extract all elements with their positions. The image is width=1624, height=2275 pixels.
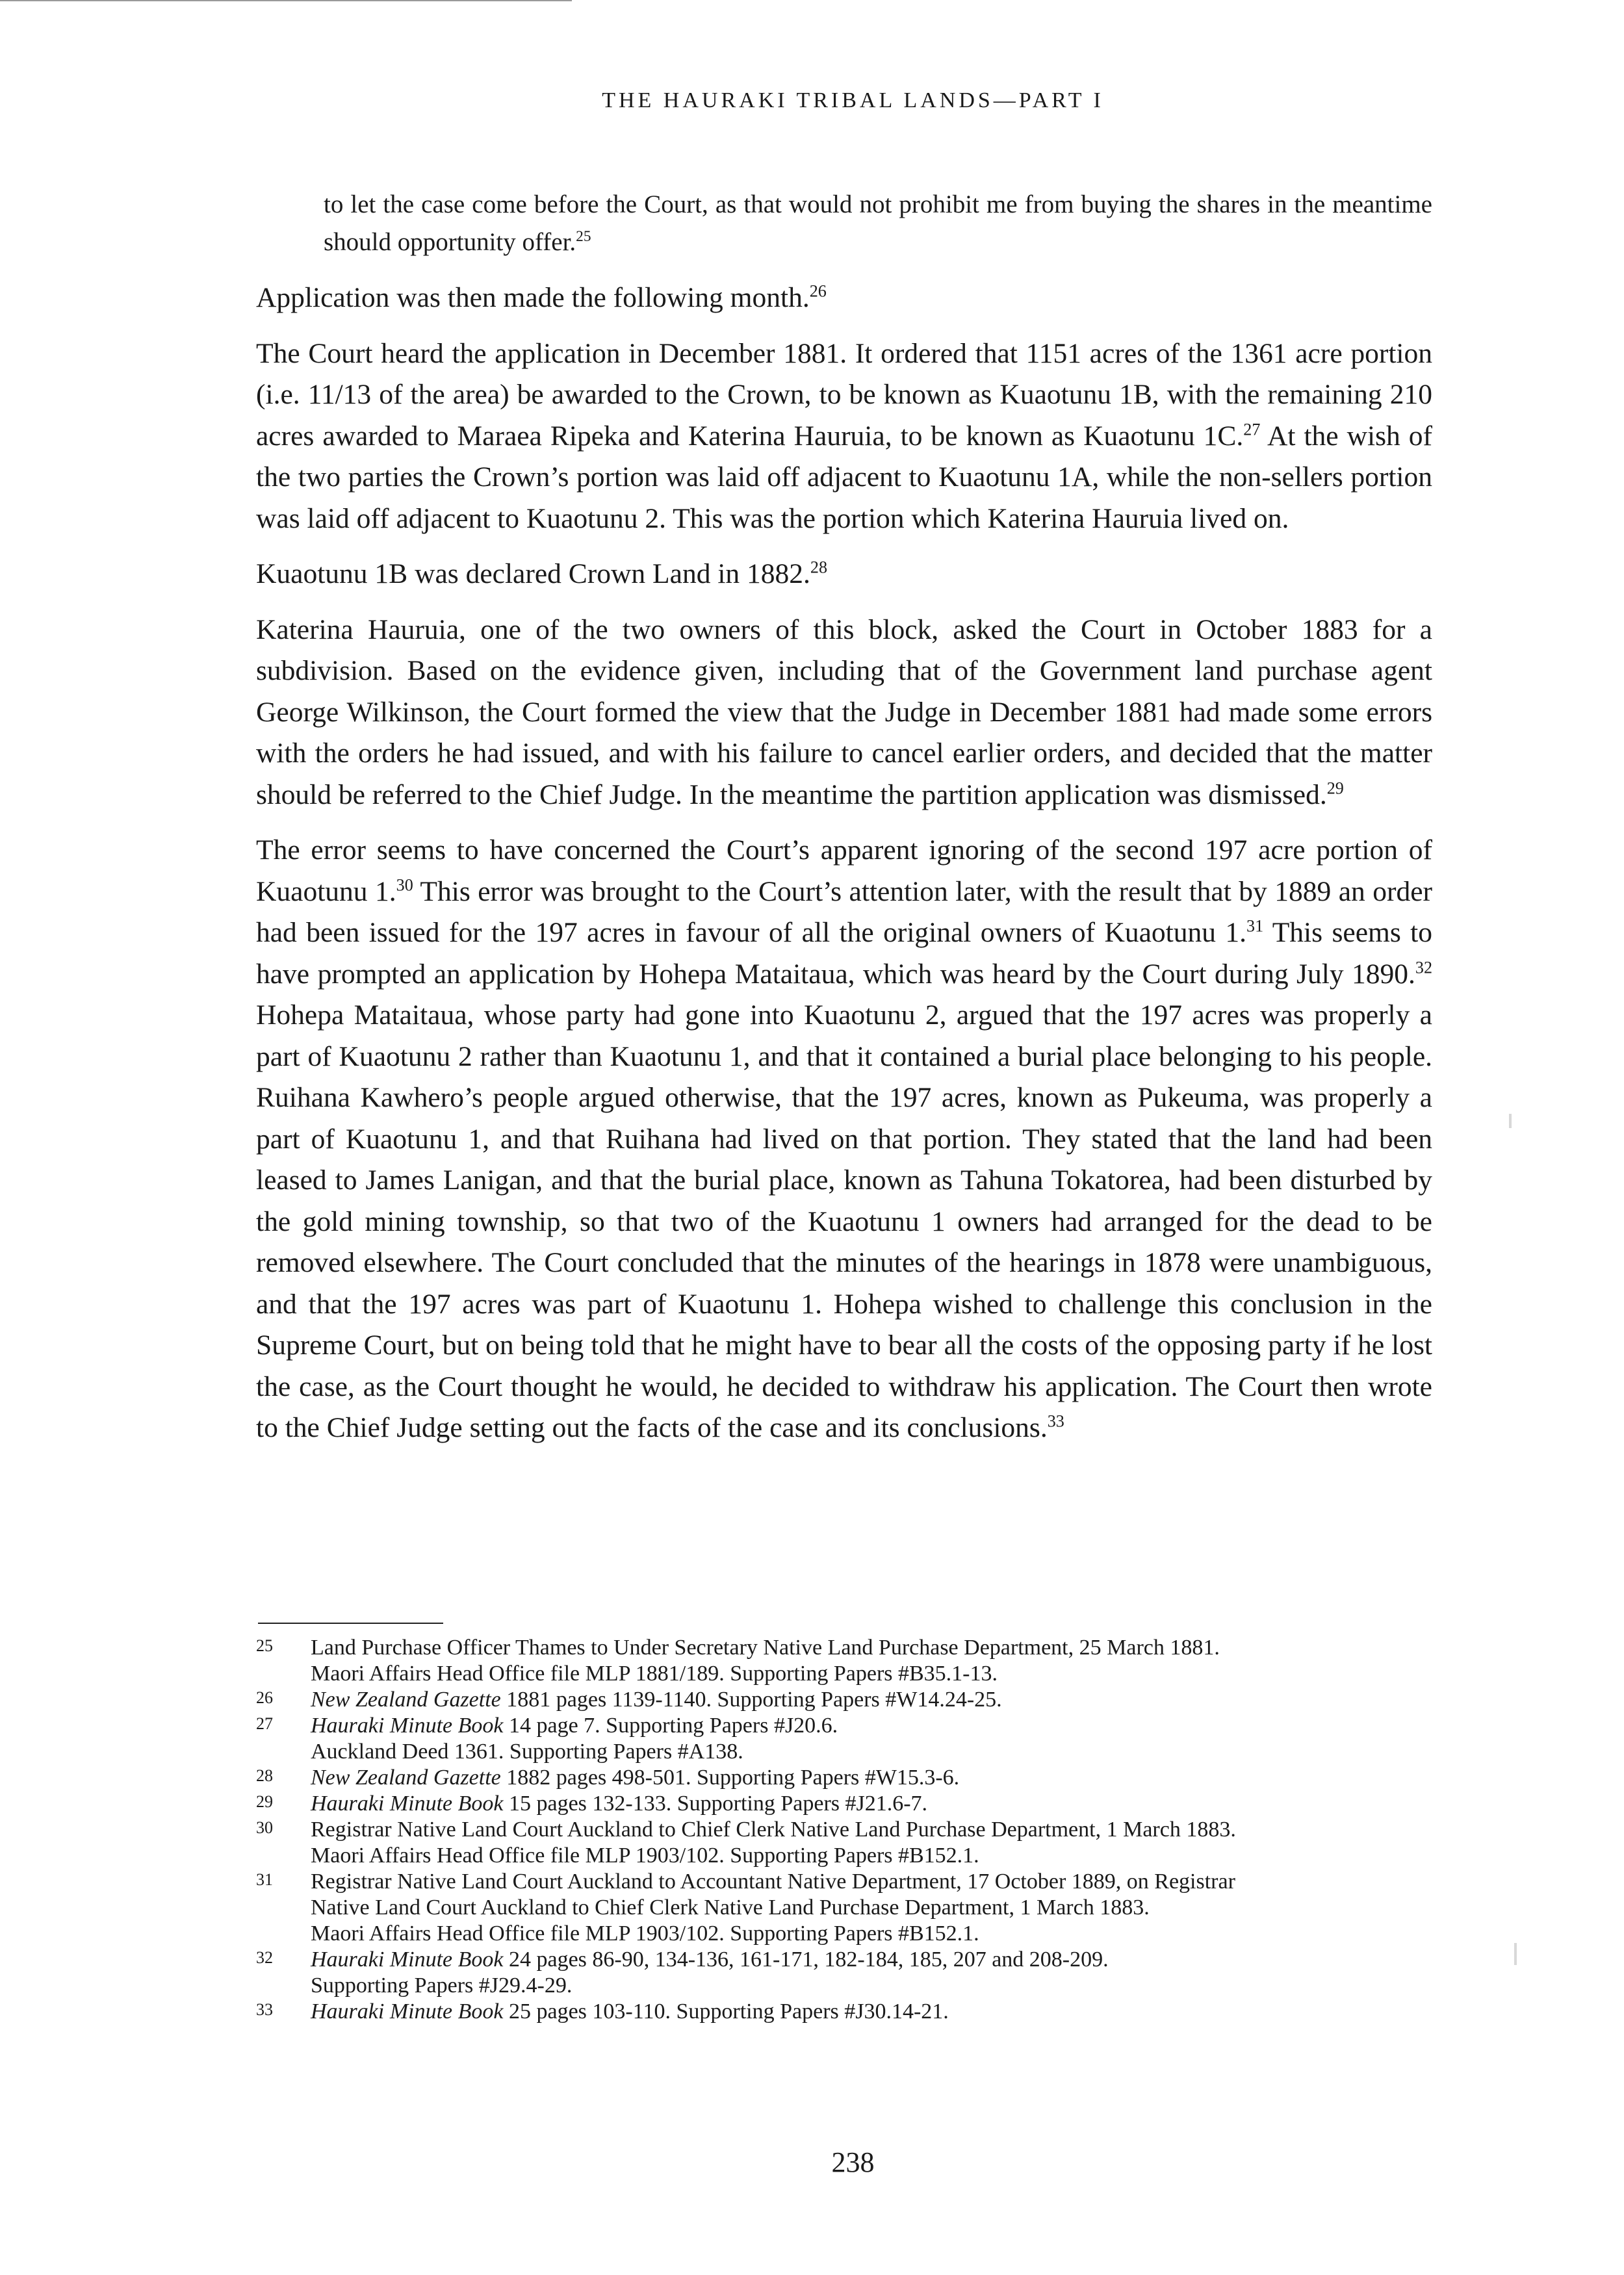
source-title: Hauraki Minute Book: [311, 1714, 504, 1738]
page-number: 238: [831, 2146, 875, 2178]
footnote-number: 33: [256, 2000, 273, 2019]
body-text: [256, 186, 1432, 1449]
footnote-line: [311, 1765, 1439, 1791]
footnote-text: [311, 1791, 1439, 1817]
footnote-number: 32: [256, 1948, 273, 1967]
paragraph-text: The Court heard the application in December 1881. It ordered that 1151 acres of the 1361 acre portion (i.e. 11/13 of the area) be awarded to the Crown, to be known as Kuaotunu 1B, with the remaining 210 acres awarded to Maraea Ripeka and Katerina Hauruia, to be known as Kuaotunu 1C.: [256, 337, 1432, 452]
footnote-line: Native Land Court Auckland to Chief Clerk Native Land Purchase Department, 1 March 1883.: [311, 1896, 1150, 1920]
paragraph-text: At the wish of the two parties the Crown’s portion was laid off adjacent to Kuaotunu 1A, while the non-sellers portion was laid off adjacent to Kuaotunu 2. This was the portion which Katerina Hauruia lived on.: [256, 420, 1432, 534]
source-title: Hauraki Minute Book: [311, 1999, 504, 2024]
footnote-line: Land Purchase Officer Thames to Under Secretary Native Land Purchase Department, 25 March 1881.: [311, 1636, 1220, 1660]
footnote-ref[interactable]: 25: [576, 228, 591, 245]
scan-mark: [1514, 1943, 1517, 1965]
footnote: [256, 1999, 1439, 2025]
footnote-number: 29: [256, 1792, 273, 1811]
scan-mark: [1509, 1114, 1512, 1128]
footnote-line-text: 1882 pages 498-501. Supporting Papers #W15.3-6.: [500, 1766, 960, 1790]
footnote-line: [311, 1791, 1439, 1817]
running-header: THE HAURAKI TRIBAL LANDS—PART I: [602, 88, 1104, 112]
footnote-ref[interactable]: 29: [1326, 778, 1344, 797]
paragraph-text: Hohepa Mataitaua, whose party had gone into Kuaotunu 2, argued that the 197 acres was properly a part of Kuaotunu 2 rather than Kuaotunu 1, and that it contained a burial place belonging to his people. Ruihana Kawhero’s people argued otherwise, that the 197 acres, known as Pukeuma, was properly a part of Kuaotunu 1, and that Ruihana had lived on that portion. They stated that the land had been leased to James Lanigan, and that the burial place, known as Tahuna Tokatorea, had been disturbed by the gold mining township, so that two of the Kuaotunu 1 owners had arranged for the dead to be removed elsewhere. The Court concluded that the minutes of the hearings in 1878 were unambiguous, and that the 197 acres was part of Kuaotunu 1. Hohepa wished to challenge this conclusion in the Supreme Court, but on being told that he might have to bear all the costs of the opposing party if he lost the case, as the Court thought he would, he decided to withdraw his application. The Court then wrote to the Chief Judge setting out the facts of the case and its conclusions.: [256, 999, 1432, 1443]
source-title: New Zealand Gazette: [311, 1688, 501, 1712]
footnote-line-text: 14 page 7. Supporting Papers #J20.6.: [503, 1714, 838, 1738]
paragraph: [256, 333, 1432, 540]
paragraph: [256, 277, 1432, 319]
footnote: [256, 1791, 1439, 1817]
footnote: [256, 1635, 1439, 1687]
footnote: [256, 1687, 1439, 1713]
source-title: Hauraki Minute Book: [311, 1792, 504, 1816]
paragraph: [256, 554, 1432, 595]
footnote-line: Auckland Deed 1361. Supporting Papers #A138.: [311, 1740, 743, 1764]
footnote-line: [311, 1947, 1439, 1973]
footnote-number: 28: [256, 1766, 273, 1785]
footnote-line: [311, 1687, 1439, 1713]
footnote-ref[interactable]: 32: [1415, 958, 1432, 977]
footnote-line: [311, 1999, 1439, 2025]
footnote-line-text: 15 pages 132-133. Supporting Papers #J21.6-7.: [503, 1792, 928, 1816]
footnote-line: Maori Affairs Head Office file MLP 1903/102. Supporting Papers #B152.1.: [311, 1922, 979, 1946]
footnote-line: Maori Affairs Head Office file MLP 1881/189. Supporting Papers #B35.1-13.: [311, 1662, 998, 1686]
paragraph-text: This error was brought to the Court’s attention later, with the result that by 1889 an order had been issued for the 197 acres in favour of all the original owners of Kuaotunu 1.: [256, 875, 1433, 948]
footnote-line-text: 24 pages 86-90, 134-136, 161-171, 182-184, 185, 207 and 208-209.: [503, 1947, 1109, 1972]
paragraph-text: The error seems to have concerned the Court’s apparent ignoring of the second 197 acre portion of Kuaotunu 1.: [256, 834, 1432, 907]
source-title: Hauraki Minute Book: [311, 1947, 504, 1972]
footnote-text: [311, 1999, 1439, 2025]
footnote-text: [311, 1687, 1439, 1713]
paragraph-text: Kuaotunu 1B was declared Crown Land in 1882.: [256, 558, 810, 589]
footnote-divider: [258, 1623, 443, 1624]
footnote: [256, 1765, 1439, 1791]
footnote-line: Registrar Native Land Court Auckland to Chief Clerk Native Land Purchase Department, 1 March 1883.: [311, 1818, 1236, 1842]
block-quote: [324, 186, 1432, 261]
footnote-line: Supporting Papers #J29.4-29.: [311, 1973, 573, 1998]
footnote-number: 26: [256, 1688, 273, 1707]
footnote-ref[interactable]: 26: [809, 281, 827, 301]
scan-top-edge: [0, 0, 572, 1]
footnote-ref[interactable]: 28: [810, 558, 827, 577]
footnote-text: [311, 1817, 1439, 1869]
footnote: [256, 1817, 1439, 1869]
footnote-text: [311, 1947, 1439, 1999]
footnote-line: Maori Affairs Head Office file MLP 1903/102. Supporting Papers #B152.1.: [311, 1844, 979, 1868]
footnote-number: 30: [256, 1818, 273, 1837]
footnote-ref[interactable]: 27: [1243, 420, 1261, 439]
footnote-text: [311, 1713, 1439, 1765]
paragraph-text: Katerina Hauruia, one of the two owners of this block, asked the Court in October 1883 for a subdivision. Based on the evidence given, including that of the Government land purchase agent George Wilkinson, the Court formed the view that the Judge in December 1881 had made some errors with the orders he had issued, and with his failure to cancel earlier orders, and decided that the matter should be referred to the Chief Judge. In the meantime the partition application was dismissed.: [256, 613, 1432, 810]
footnote-number: 27: [256, 1714, 273, 1733]
paragraph-text: This seems to have prompted an application by Hohepa Mataitaua, which was heard by the Court during July 1890.: [256, 917, 1433, 990]
footnote: [256, 1947, 1439, 1999]
footnote: [256, 1713, 1439, 1765]
footnote-ref[interactable]: 33: [1047, 1411, 1064, 1431]
footnote-line-text: 25 pages 103-110. Supporting Papers #J30.14-21.: [503, 1999, 949, 2024]
footnote-number: 31: [256, 1870, 273, 1889]
footnote-ref[interactable]: 30: [396, 875, 413, 894]
footnote-line: [311, 1713, 1439, 1739]
footnote-ref[interactable]: 31: [1246, 916, 1264, 936]
paragraph: [256, 610, 1432, 816]
footnote-line-text: 1881 pages 1139-1140. Supporting Papers #W14.24-25.: [500, 1688, 1002, 1712]
source-title: New Zealand Gazette: [311, 1766, 501, 1790]
footnote-text: [311, 1635, 1439, 1687]
footnotes: [256, 1635, 1439, 2025]
footnote-number: 25: [256, 1636, 273, 1655]
footnote-text: [311, 1765, 1439, 1791]
paragraph-text: Application was then made the following month.: [256, 282, 810, 313]
quote-text: to let the case come before the Court, as that would not prohibit me from buying the shares in the meantime should opportunity offer.: [324, 190, 1432, 256]
footnote-line: Registrar Native Land Court Auckland to Accountant Native Department, 17 October 1889, on Registrar: [311, 1870, 1235, 1894]
paragraph: [256, 830, 1432, 1449]
footnote: [256, 1869, 1439, 1947]
footnote-text: [311, 1869, 1439, 1947]
